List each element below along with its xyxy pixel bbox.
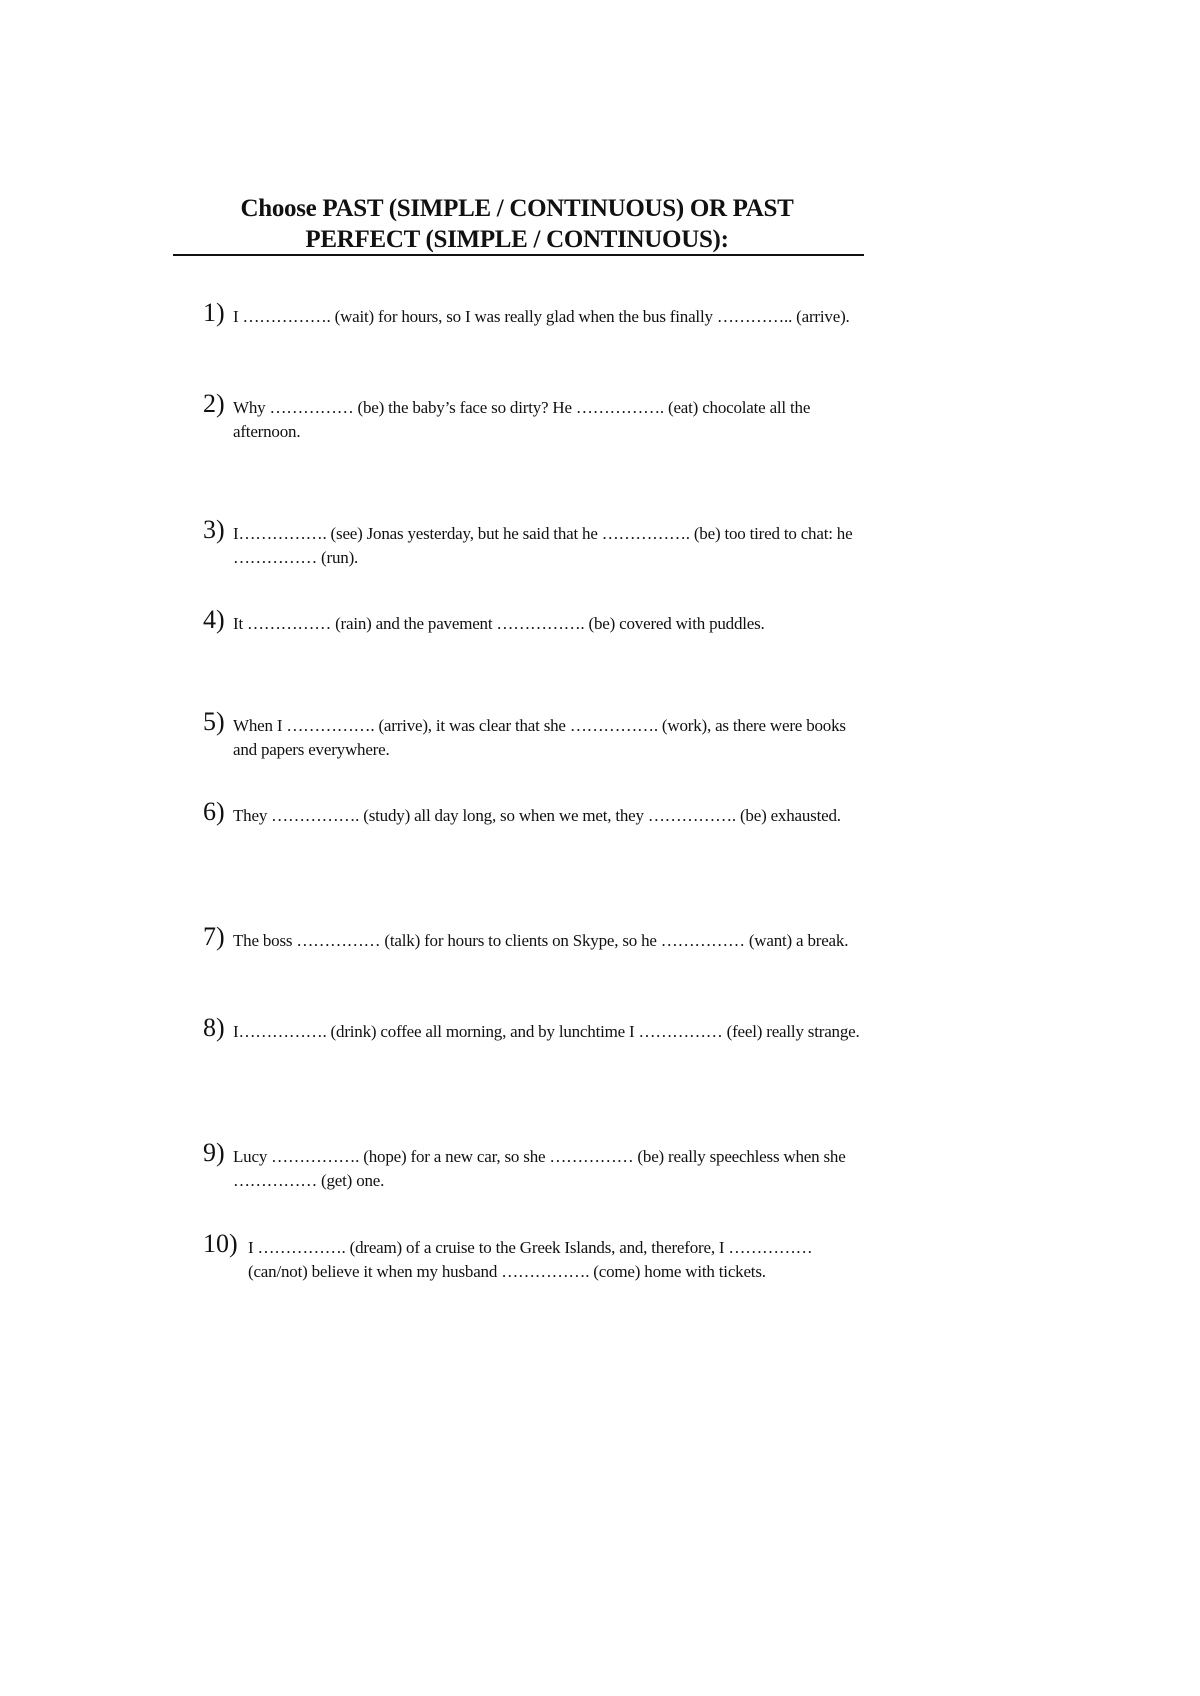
question-text: I……………. (drink) coffee all morning, and by lunchtime I …………… (feel) really strange.: [233, 1022, 860, 1041]
question-text: Why …………… (be) the baby’s face so dirty? He ……………. (eat) chocolate all the afternoon.: [233, 398, 811, 441]
question-item-10: [203, 1229, 873, 1284]
question-text: It …………… (rain) and the pavement ……………. (be) covered with puddles.: [233, 614, 765, 633]
question-number: 4): [203, 605, 225, 634]
question-number: 2): [203, 389, 225, 418]
question-item-9: [203, 1138, 873, 1193]
question-item-4: [203, 605, 873, 636]
title-line-2: PERFECT (SIMPLE / CONTINUOUS):: [305, 226, 729, 253]
question-text: Lucy ……………. (hope) for a new car, so she …………… (be) really speechless when she …………… (get) one.: [233, 1147, 846, 1190]
question-number: 6): [203, 797, 225, 826]
title-underline: [173, 254, 864, 256]
question-item-7: [203, 922, 873, 953]
question-number: 10): [203, 1229, 238, 1258]
question-number: 5): [203, 707, 225, 736]
worksheet-title: [172, 193, 862, 255]
question-item-2: [203, 389, 873, 444]
question-text: I ……………. (dream) of a cruise to the Greek Islands, and, therefore, I …………… (can/not) believe it when my husband ……………. (come) home with tickets.: [248, 1238, 813, 1281]
question-text: I ……………. (wait) for hours, so I was really glad when the bus finally ………….. (arrive).: [233, 307, 850, 326]
question-number: 3): [203, 515, 225, 544]
question-item-5: [203, 707, 873, 762]
question-item-3: [203, 515, 873, 570]
question-text: The boss …………… (talk) for hours to clients on Skype, so he …………… (want) a break.: [233, 931, 849, 950]
question-item-6: [203, 797, 873, 828]
question-number: 9): [203, 1138, 225, 1167]
question-item-1: [203, 298, 873, 329]
question-number: 7): [203, 922, 225, 951]
question-text: I……………. (see) Jonas yesterday, but he said that he ……………. (be) too tired to chat: he …………… (run).: [233, 524, 853, 567]
question-number: 1): [203, 298, 225, 327]
question-number: 8): [203, 1013, 225, 1042]
title-line-1: Choose PAST (SIMPLE / CONTINUOUS) OR PAST: [240, 195, 794, 222]
question-item-8: [203, 1013, 873, 1044]
question-text: When I ……………. (arrive), it was clear that she ……………. (work), as there were books and papers everywhere.: [233, 716, 846, 759]
question-text: They ……………. (study) all day long, so when we met, they ……………. (be) exhausted.: [233, 806, 841, 825]
